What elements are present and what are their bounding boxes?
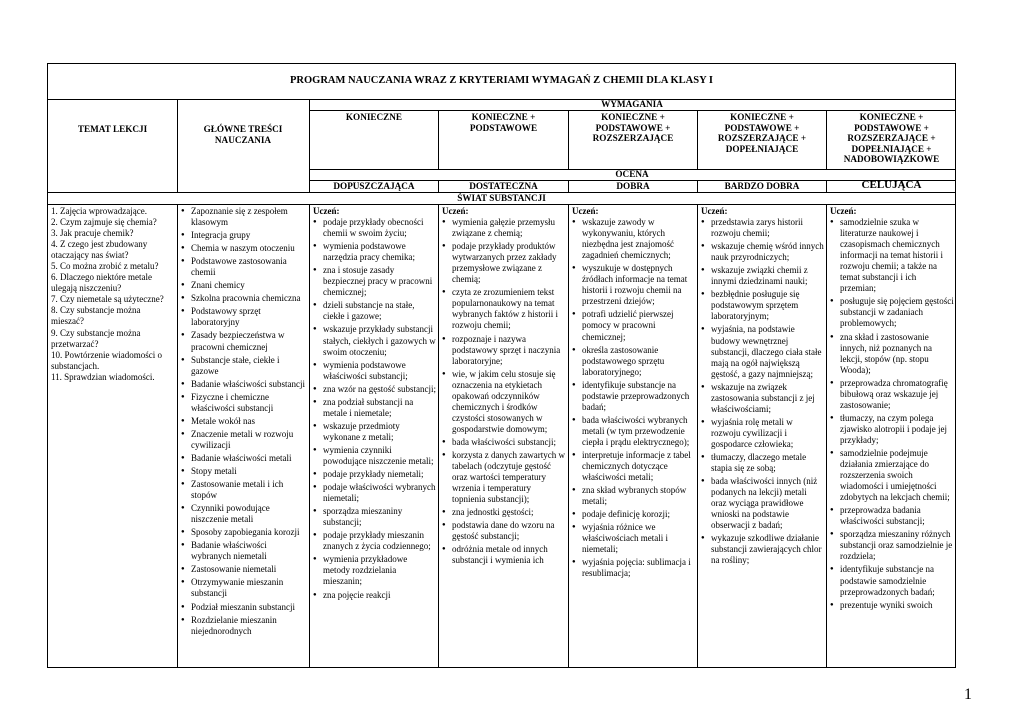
content-item: ● Podstawowy sprzęt laboratoryjny <box>181 306 306 328</box>
grade-column-4 <box>701 206 824 665</box>
requirement-item: ● wyjaśnia, na podstawie budowy wewnętrznej substancji, dlaczego ciała stałe mają na ogół największą gęstość, a gazy najmniejszą; <box>701 324 824 379</box>
grade-1: DOPUSZCZAJĄCA <box>333 181 415 191</box>
content-item: ● Podstawowe zastosowania chemii <box>181 256 306 278</box>
requirement-item: ● przeprowadza badania właściwości substancji; <box>830 505 954 527</box>
requirement-item: ● bada właściwości innych (niż podanych na lekcji) metali oraz wyciąga prawidłowe wnioski na podstawie obserwacji z badań; <box>701 476 824 531</box>
requirement-item: ● podaje przykłady produktów wytwarzanych przez zakłady przemysłowe związane z chemią; <box>442 241 566 285</box>
requirements-list-4 <box>701 217 824 566</box>
requirement-item: ● wskazuje chemię wśród innych nauk przyrodniczych; <box>701 241 824 263</box>
requirement-item: ● identyfikuje substancje na podstawie przeprowadzonych badań; <box>572 380 695 413</box>
header-wymagania: WYMAGANIA <box>601 99 663 109</box>
uczen-label: Uczeń: <box>572 206 599 216</box>
header-ocena: OCENA <box>615 169 649 179</box>
lesson-item: 5. Co można zrobić z metalu? <box>51 261 159 272</box>
uczen-label: Uczeń: <box>830 206 857 216</box>
content-item: ● Chemia w naszym otoczeniu <box>181 243 306 254</box>
content-item: ● Znaczenie metali w rozwoju cywilizacji <box>181 429 306 451</box>
uczen-label: Uczeń: <box>313 206 340 216</box>
lesson-item: 3. Jak pracuje chemik? <box>51 228 134 239</box>
lesson-item: 9. Czy substancje można przetwarzać? <box>51 327 141 349</box>
lessons-list <box>51 206 175 383</box>
grade-5: CELUJĄCA <box>861 179 922 191</box>
lesson-item: 7. Czy niemetale są użyteczne? <box>51 294 164 305</box>
requirement-item: ● wymienia przykładowe metody rozdzielania mieszanin; <box>313 554 436 587</box>
requirement-item: ● tłumaczy, dlaczego metale stapia się ze sobą; <box>701 452 824 474</box>
requirement-item: ● bada właściwości substancji; <box>442 437 566 448</box>
requirement-item: ● podaje przykłady mieszanin znanych z życia codziennego; <box>313 530 436 552</box>
requirement-item: ● korzysta z danych zawartych w tabelach (odczytuje gęstość oraz wartości temperatury wrzenia i temperatury topnienia substancji); <box>442 450 566 505</box>
grade-column-3 <box>572 206 695 665</box>
divider-wymagania <box>309 110 955 111</box>
content-item: ● Znani chemicy <box>181 280 306 291</box>
content-item: ● Badanie właściwości wybranych niemetali <box>181 540 306 562</box>
uczen-label: Uczeń: <box>442 206 469 216</box>
requirements-list-3 <box>572 217 695 579</box>
header-glowne: GŁÓWNE TREŚCI NAUCZANIA <box>203 124 283 145</box>
divider-col-5 <box>697 204 698 667</box>
requirement-item: ● posługuje się pojęciem gęstości substancji w zadaniach problemowych; <box>830 296 954 329</box>
lesson-item: 8. Czy substancje można mieszać? <box>51 305 141 327</box>
grade-3: DOBRA <box>616 181 650 191</box>
grade-column-2 <box>442 206 566 665</box>
content-item: ● Fizyczne i chemiczne właściwości substancji <box>181 392 306 414</box>
requirement-item: ● wyjaśnia różnice we właściwościach metali i niemetali; <box>572 522 695 555</box>
lesson-item: 1. Zajęcia wprowadzające. <box>51 206 147 216</box>
page-title: PROGRAM NAUCZANIA WRAZ Z KRYTERIAMI WYMAGAŃ Z CHEMII DLA KLASY I <box>290 75 713 86</box>
level-4: KONIECZNE + PODSTAWOWE + ROZSZERZAJĄCE + DOPEŁNIAJĄCE <box>717 112 807 154</box>
requirement-item: ● zna pojęcie reakcji <box>313 590 436 601</box>
content-item: ● Stopy metali <box>181 466 306 477</box>
lesson-item: 2. Czym zajmuje się chemia? <box>51 217 157 228</box>
requirement-item: ● przeprowadza chromatografię bibułową oraz wskazuje jej zastosowanie; <box>830 378 954 411</box>
requirement-item: ● interpretuje informacje z tabel chemicznych dotyczące właściwości metali; <box>572 450 695 483</box>
requirement-item: ● wskazuje przedmioty wykonane z metali; <box>313 421 436 443</box>
requirement-item: ● podaje przykłady niemetali; <box>313 469 436 480</box>
content-item: ● Sposoby zapobiegania korozji <box>181 527 306 538</box>
requirement-item: ● określa zastosowanie podstawowego sprzętu laboratoryjnego; <box>572 345 695 378</box>
content-item: ● Otrzymywanie mieszanin substancji <box>181 577 306 599</box>
requirement-item: ● podaje właściwości wybranych niemetali; <box>313 482 436 504</box>
requirement-item: ● wskazuje przykłady substancji stałych, ciekłych i gazowych w swoim otoczeniu; <box>313 324 436 357</box>
content-item: ● Badanie właściwości metali <box>181 453 306 464</box>
requirement-item: ● bezbłędnie posługuje się podstawowym sprzętem laboratoryjnym; <box>701 289 824 322</box>
title-row <box>48 64 955 100</box>
content-item: ● Czynniki powodujące niszczenie metali <box>181 503 306 525</box>
requirement-item: ● wskazuje zawody w wykonywaniu, których niezbędna jest znajomość zagadnień chemicznych; <box>572 217 695 261</box>
content-item: ● Rozdzielanie mieszanin niejednorodnych <box>181 615 306 637</box>
requirement-item: ● samodzielnie szuka w literaturze naukowej i czasopismach chemicznych informacji na temat historii i rozwoju chemii; a także na temat substancji i ich przemian; <box>830 217 954 294</box>
requirement-item: ● odróżnia metale od innych substancji i wymienia ich <box>442 544 566 566</box>
requirement-item: ● prezentuje wyniki swoich <box>830 600 954 611</box>
content-item: ● Zasady bezpieczeństwa w pracowni chemicznej <box>181 330 306 352</box>
lesson-item: 4. Z czego jest zbudowany otaczający nas świat? <box>51 239 148 261</box>
requirement-item: ● podstawia dane do wzoru na gęstość substancji; <box>442 520 566 542</box>
lessons-column <box>51 206 175 383</box>
divider-col-2 <box>309 204 310 667</box>
requirement-item: ● sporządza mieszaniny substancji; <box>313 506 436 528</box>
lesson-item: 6. Dlaczego niektóre metale ulegają niszczeniu? <box>51 272 152 294</box>
divider-col-1 <box>177 204 178 667</box>
requirement-item: ● tłumaczy, na czym polega zjawisko alotropii i podaje jej przykłady; <box>830 413 954 446</box>
grade-2: DOSTATECZNA <box>469 181 538 191</box>
content-item: ● Podział mieszanin substancji <box>181 602 306 613</box>
requirement-item: ● przedstawia zarys historii rozwoju chemii; <box>701 217 824 239</box>
content-column <box>181 206 306 639</box>
divider-col-3 <box>438 204 439 667</box>
content-item: ● Zapoznanie się z zespołem klasowym <box>181 206 306 228</box>
requirement-item: ● wykazuje szkodliwe działanie substancji zawierających chlor na rośliny; <box>701 533 824 566</box>
content-list <box>181 206 306 637</box>
header-temat: TEMAT LEKCJI <box>77 124 148 134</box>
requirement-item: ● zna wzór na gęstość substancji; <box>313 384 436 395</box>
content-item: ● Integracja grupy <box>181 230 306 241</box>
level-2: KONIECZNE + PODSTAWOWE <box>469 112 538 133</box>
requirements-list-2 <box>442 217 566 566</box>
section-title: ŚWIAT SUBSTANCJI <box>457 193 546 203</box>
uczen-label: Uczeń: <box>701 206 728 216</box>
grade-column-5 <box>830 206 954 665</box>
requirement-item: ● dzieli substancje na stałe, ciekłe i gazowe; <box>313 300 436 322</box>
requirement-item: ● wskazuje na związek zastosowania substancji z jej właściwościami; <box>701 382 824 415</box>
curriculum-table <box>47 63 956 668</box>
requirement-item: ● wskazuje związki chemii z innymi dziedzinami nauki; <box>701 265 824 287</box>
requirements-list-5 <box>830 217 954 611</box>
requirement-item: ● podaje definicję korozji; <box>572 509 695 520</box>
page-number: 1 <box>964 686 972 703</box>
content-item: ● Metale wokół nas <box>181 416 306 427</box>
requirement-item: ● czyta ze zrozumieniem tekst popularnonaukowy na temat wybranych faktów z historii i rozwoju chemii; <box>442 287 566 331</box>
lesson-item: 10. Powtórzenie wiadomości o substancjach. <box>51 349 162 371</box>
level-1: KONIECZNE <box>345 112 403 122</box>
divider-col-4 <box>568 204 569 667</box>
requirement-item: ● sporządza mieszaniny różnych substancji oraz samodzielnie je rozdziela; <box>830 529 954 562</box>
requirement-item: ● wymienia podstawowe właściwości substancji; <box>313 360 436 382</box>
requirement-item: ● podaje przykłady obecności chemii w swoim życiu; <box>313 217 436 239</box>
requirement-item: ● wymienia gałęzie przemysłu związane z chemią; <box>442 217 566 239</box>
requirement-item: ● wymienia czynniki powodujące niszczenie metali; <box>313 445 436 467</box>
requirement-item: ● rozpoznaje i nazywa podstawowy sprzęt i naczynia laboratoryjne; <box>442 334 566 367</box>
content-item: ● Zastosowanie niemetali <box>181 564 306 575</box>
requirement-item: ● samodzielnie podejmuje działania zmierzające do rozszerzenia swoich wiadomości i umiejętności zdobytych na lekcjach chemii; <box>830 448 954 503</box>
requirement-item: ● identyfikuje substancje na podstawie samodzielnie przeprowadzonych badań; <box>830 564 954 597</box>
content-item: ● Zastosowanie metali i ich stopów <box>181 479 306 501</box>
grade-4: BARDZO DOBRA <box>724 181 800 191</box>
requirement-item: ● wyjaśnia pojęcia: sublimacja i resublimacja; <box>572 557 695 579</box>
divider-body <box>48 204 955 205</box>
level-5: KONIECZNE + PODSTAWOWE + ROZSZERZAJĄCE + DOPEŁNIAJĄCE + NADOBOWIĄZKOWE <box>843 112 940 164</box>
requirement-item: ● zna i stosuje zasady bezpiecznej pracy w pracowni chemicznej; <box>313 265 436 298</box>
divider-col-1-head <box>177 100 178 192</box>
requirement-item: ● bada właściwości wybranych metali (w tym przewodzenie ciepła i prądu elektrycznego); <box>572 415 695 448</box>
divider-col-6 <box>826 204 827 667</box>
lesson-item: 11. Sprawdzian wiadomości. <box>51 371 155 382</box>
requirement-item: ● wyszukuje w dostępnych źródłach informacje na temat historii i rozwoju chemii na przestrzeni dziejów; <box>572 263 695 307</box>
level-3: KONIECZNE + PODSTAWOWE + ROZSZERZAJĄCE <box>592 112 674 143</box>
requirement-item: ● zna skład i zastosowanie innych, niż poznanych na lekcji, stopów (np. stopu Wooda); <box>830 332 954 376</box>
requirement-item: ● wymienia podstawowe narzędzia pracy chemika; <box>313 241 436 263</box>
requirement-item: ● zna skład wybranych stopów metali; <box>572 485 695 507</box>
requirement-item: ● potrafi udzielić pierwszej pomocy w pracowni chemicznej; <box>572 309 695 342</box>
requirement-item: ● zna jednostki gęstości; <box>442 507 566 518</box>
requirement-item: ● wyjaśnia rolę metali w rozwoju cywilizacji i gospodarce człowieka; <box>701 417 824 450</box>
content-item: ● Substancje stałe, ciekłe i gazowe <box>181 355 306 377</box>
content-item: ● Badanie właściwości substancji <box>181 379 306 390</box>
requirement-item: ● wie, w jakim celu stosuje się oznaczenia na etykietach opakowań odczynników chemicznych i środków czystości stosowanych w gospodarstwie domowym; <box>442 369 566 435</box>
requirements-list-1 <box>313 217 436 601</box>
requirement-item: ● zna podział substancji na metale i niemetale; <box>313 397 436 419</box>
grade-column-1 <box>313 206 436 665</box>
content-item: ● Szkolna pracownia chemiczna <box>181 293 306 304</box>
